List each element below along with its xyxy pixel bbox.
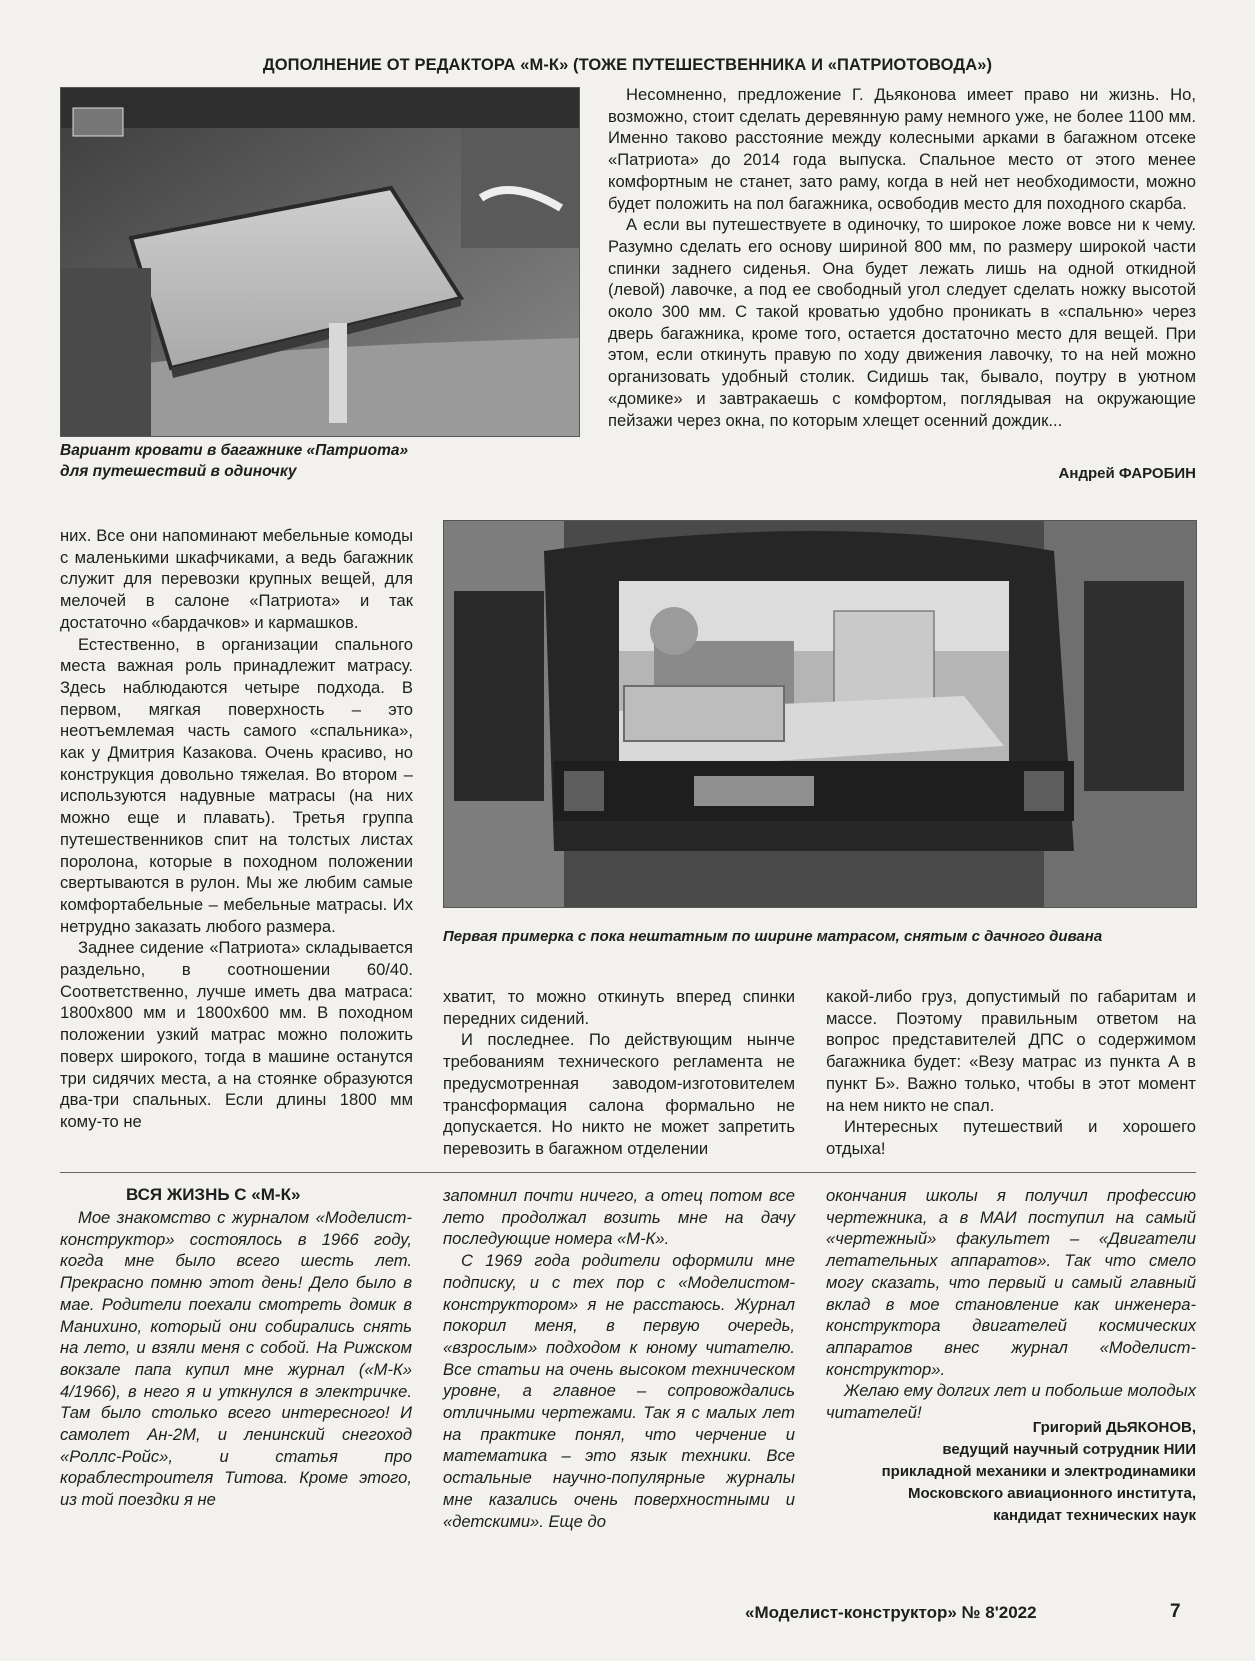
article-column-1 [60, 525, 413, 1133]
author-signature: Григорий ДЬЯКОНОВ, ведущий научный сотрудник НИИ прикладной механики и электродинамики Московского авиационного института, кандидат технических наук [881, 1419, 1196, 1524]
paragraph: А если вы путешествуете в одиночку, то широкое ложе вовсе ни к чему. Разумно сделать его основу шириной 800 мм, по размеру широкой части спинки заднего сиденья. Она будет лежать лишь на одной откидной (левой) лавочке, а под ее свободный угол следует сделать ножку высотой около 300 мм. С такой кроватью удобно проникать в «спальню» через дверь багажника, кроме того, остается достаточно место для вещей. При этом, если откинуть правую по ходу движения лавочку, то на ней можно организовать удобный столик. Сидишь так, бывало, поутру в уютном «домике» и завтракаешь с комфортом, поглядывая на окружающие пейзажи через окна, по которым хлещет осенний дождик... [608, 215, 1196, 430]
paragraph: Несомненно, предложение Г. Дьяконова имеет право ни жизнь. Но, возможно, стоит сделать деревянную раму немного уже, не более 1100 мм. Именно таково расстояние между колесными арками в багажном отсеке «Патриота» до 2014 года выпуска. Спальное место от этого менее комфортным не станет, зато раму, когда в ней нет необходимости, можно будет положить на пол багажника, освободив место для походного скарба. [608, 85, 1196, 213]
paragraph: них. Все они напоминают мебельные комоды с маленькими шкафчиками, а ведь багажник служит для перевозки крупных вещей, для мелочей в салоне «Патриота» и так достаточно «бардачков» и кармашков. [60, 526, 413, 632]
paragraph: какой-либо груз, допустимый по габаритам и массе. Поэтому правильным ответом на вопрос представителей ДПС о содержимом багажника будет: «Везу матрас из пункта А в пункт Б». Важно только, чтобы в этот момент на нем никто не спал. [826, 987, 1196, 1115]
essay-column-1 [60, 1207, 412, 1511]
photo-caption: Первая примерка с пока нештатным по ширине матрасом, снятым с дачного дивана [443, 928, 1103, 945]
article-column-3 [826, 986, 1196, 1160]
paragraph: окончания школы я получил профессию чертежника, а в МАИ поступил на самый «чертежный» факультет – «Двигатели летательных аппаратов». Так что смело могу сказать, что первый и самый главный вклад в мое становление как инженера-конструктора двигателей космических аппаратов внес журнал «Моделист-конструктор». [826, 1186, 1196, 1379]
paragraph: Естественно, в организации спального места важная роль принадлежит матрасу. Здесь наблюдаются четыре подхода. В первом, мягкая поверхность – это неотъемлемая часть самого «спальника», как у Дмитрия Казакова. Очень красиво, но конструкция довольно тяжелая. Во втором – используются надувные матрасы (на них можно еще и плавать). Третья группа путешественников спит на толстых листах поролона, которые в походном положении свертываются в рулон. Мы же любим самые комфортабельные – мебельные матрасы. Их нетрудно заказать любого размера. [60, 634, 413, 936]
photo-mattress-fitting [443, 520, 1197, 908]
essay-title: ВСЯ ЖИЗНЬ С «М-К» [126, 1185, 301, 1204]
section-divider [60, 1172, 1196, 1173]
article-column-2 [443, 986, 795, 1160]
section-heading: ДОПОЛНЕНИЕ ОТ РЕДАКТОРА «М-К» (ТОЖЕ ПУТЕШЕСТВЕННИКА И «ПАТРИОТОВОДА») [262, 56, 993, 74]
paragraph: Заднее сидение «Патриота» складывается раздельно, в соотношении 60/40. Соответственно, лучше иметь два матраса: 1800x800 мм и 1800x600 мм. В походном положении узкий матрас можно положить поверх широкого, тогда в машине останутся три сидячих места, а на стоянке образуются два-три спальных. Если длины 1800 мм кому-то не [60, 938, 413, 1131]
paragraph: С 1969 года родители оформили мне подписку, и с тех пор с «Моделистом-конструктором» я не расстаюсь. Журнал покорил меня, в первую очередь, «взрослым» подходом к юному читателю. Все статьи на очень высоком техническом уровне, а главное – сопровождались отличными чертежами. Так я с малых лет на практике понял, что черчение и математика – это язык техники. Все остальные научно-популярные журналы мне казались очень поверхностными и «детскими». Еще до [443, 1251, 795, 1531]
editor-note [608, 84, 1196, 431]
paragraph: хватит, то можно откинуть вперед спинки передних сидений. [443, 987, 795, 1028]
paragraph: запомнил почти ничего, а отец потом все лето продолжал возить мне на дачу последующие номера «М-К». [443, 1186, 795, 1249]
essay-column-2 [443, 1185, 795, 1532]
footer-journal: «Моделист-конструктор» № 8'2022 [745, 1603, 1037, 1622]
page-number: 7 [1170, 1601, 1181, 1622]
paragraph: И последнее. По действующим нынче требованиям технического регламента не предусмотренная заводом-изготовителем трансформация салона формально не допускается. Но никто не может запретить перевозить в багажном отделении [443, 1030, 795, 1158]
photo-bed-in-trunk [60, 87, 580, 437]
editor-signature: Андрей ФАРОБИН [1058, 465, 1196, 482]
paragraph: Желаю ему долгих лет и побольше молодых читателей! [826, 1381, 1196, 1423]
paragraph: Мое знакомство с журналом «Моделист-конструктор» состоялось в 1966 году, когда мне было всего шесть лет. Прекрасно помню этот день! Дело было в мае. Родители поехали смотреть домик в Манихино, который они собирались снять на лето, и взяли меня с собой. На Рижском вокзале папа купил мне журнал («М-К» 4/1966), в него я и уткнулся в электричке. Там было столько всего интересного! И самолет Ан-2М, и ленинский снегоход «Роллс-Ройс», и статья про кораблестроителя Титова. Кроме этого, из той поездки я не [60, 1208, 412, 1510]
photo-caption: Вариант кровати в багажнике «Патриота» для путешествий в одиночку [60, 442, 409, 480]
essay-column-3 [826, 1185, 1196, 1424]
paragraph: Интересных путешествий и хорошего отдыха! [826, 1117, 1196, 1158]
